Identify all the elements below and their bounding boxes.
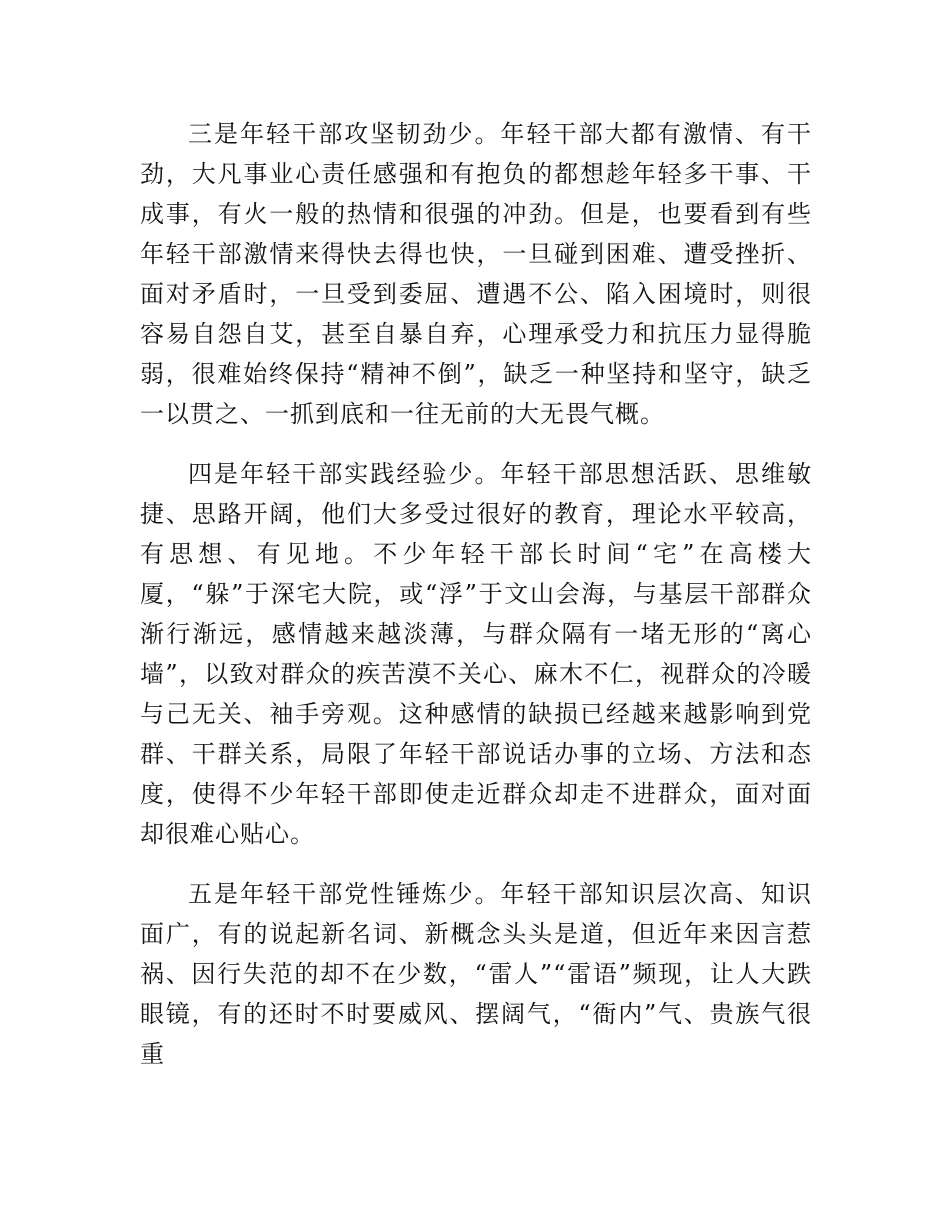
paragraph-1: 三是年轻干部攻坚韧劲少。年轻干部大都有激情、有干劲，大凡事业心责任感强和有抱负的都想趁年轻多干事、干成事，有火一般的热情和很强的冲劲。但是，也要看到有些年轻干部激情来得快去得也快，一旦碰到困难、遭受挫折、面对矛盾时，一旦受到委屈、遭遇不公、陷入困境时，则很容易自怨自艾，甚至自暴自弃，心理承受力和抗压力显得脆弱，很难始终保持“精神不倒”，缺乏一种坚持和坚守，缺乏一以贯之、一抓到底和一往无前的大无畏气概。	[140, 120, 812, 428]
paragraph-2: 四是年轻干部实践经验少。年轻干部思想活跃、思维敏捷、思路开阔，他们大多受过很好的教育，理论水平较高，有思想、有见地。不少年轻干部长时间“宅”在高楼大厦，“躲”于深宅大院，或“浮”于文山会海，与基层干部群众渐行渐远，感情越来越淡薄，与群众隔有一堵无形的“离心墙”，以致对群众的疾苦漠不关心、麻木不仁，视群众的冷暖与己无关、袖手旁观。这种感情的缺损已经越来越影响到党群、干群关系，局限了年轻干部说话办事的立场、方法和态度，使得不少年轻干部即使走近群众却走不进群众，面对面却很难心贴心。	[140, 460, 812, 848]
document-body	[140, 114, 812, 1094]
paragraph-3: 五是年轻干部党性锤炼少。年轻干部知识层次高、知识面广，有的说起新名词、新概念头头是道，但近年来因言惹祸、因行失范的却不在少数，“雷人”“雷语”频现，让人大跌眼镜，有的还时不时要威风、摆阔气，“衙内”气、贵族气很重	[140, 880, 812, 1068]
